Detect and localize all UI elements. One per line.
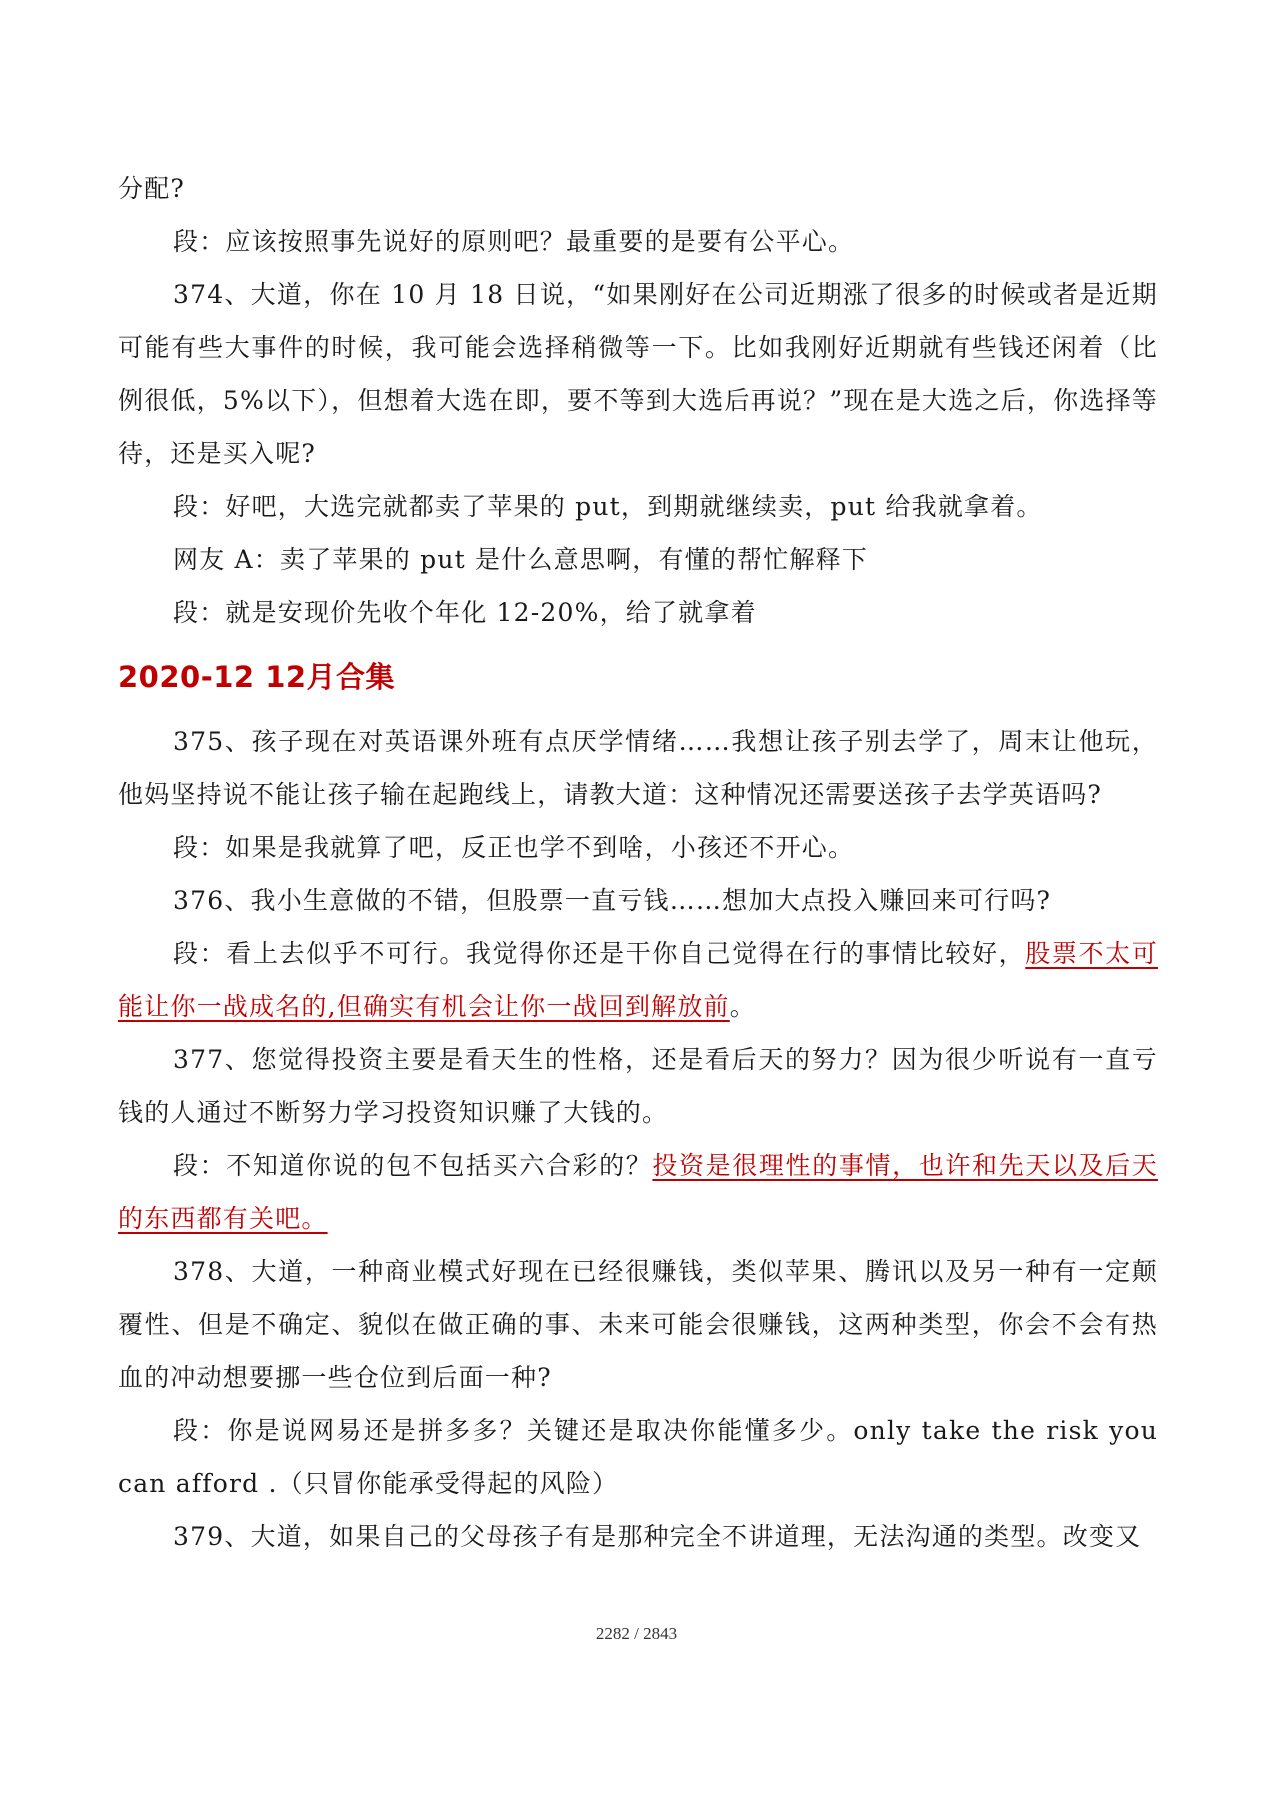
paragraph-continuation: 分配? (118, 174, 186, 203)
section-title: 2020-12 12月合集 (118, 660, 396, 694)
question-paragraph-374: 374、大道，你在 10 月 18 日说，“如果刚好在公司近期涨了很多的时候或者是近期可能有些大事件的时候，我可能会选择稍微等一下。比如我刚好近期就有些钱还闲着（比例很低，5%以下），但想着大选在即，要不等到大选后再说？”现在是大选之后，你选择等待，还是买入呢? (118, 280, 1158, 468)
answer-paragraph-376 (118, 927, 1158, 1033)
page-content (118, 162, 1158, 1563)
answer-end-punct: 。 (729, 992, 756, 1021)
question-paragraph-379: 379、大道，如果自己的父母孩子有是那种完全不讲道理，无法沟通的类型。改变又 (173, 1522, 1142, 1551)
highlighted-text: 投资是很理性的事情，也许和先天以及后天的东西都有关吧。 (118, 1151, 1158, 1233)
answer-paragraph-377 (118, 1139, 1158, 1245)
question-paragraph-376: 376、我小生意做的不错，但股票一直亏钱……想加大点投入赚回来可行吗? (173, 886, 1052, 915)
answer-paragraph-375: 段：如果是我就算了吧，反正也学不到啥，小孩还不开心。 (173, 833, 855, 862)
question-paragraph-375: 375、孩子现在对英语课外班有点厌学情绪……我想让孩子别去学了，周末让他玩，他妈坚持说不能让孩子输在起跑线上，请教大道：这种情况还需要送孩子去学英语吗? (118, 727, 1158, 809)
answer-paragraph-374-b: 段：就是安现价先收个年化 12-20%，给了就拿着 (173, 598, 757, 627)
answer-text: 段：看上去似乎不可行。我觉得你还是干你自己觉得在行的事情比较好， (173, 939, 1026, 968)
answer-paragraph: 段：应该按照事先说好的原则吧？最重要的是要有公平心。 (173, 227, 855, 256)
netizen-comment: 网友 A：卖了苹果的 put 是什么意思啊，有懂的帮忙解释下 (173, 545, 869, 574)
question-paragraph-377: 377、您觉得投资主要是看天生的性格，还是看后天的努力？因为很少听说有一直亏钱的人通过不断努力学习投资知识赚了大钱的。 (118, 1045, 1158, 1127)
answer-paragraph-378: 段：你是说网易还是拼多多？关键还是取决你能懂多少。only take the risk you can afford .（只冒你能承受得起的风险） (118, 1416, 1158, 1498)
question-paragraph-378: 378、大道，一种商业模式好现在已经很赚钱，类似苹果、腾讯以及另一种有一定颠覆性、但是不确定、貌似在做正确的事、未来可能会很赚钱，这两种类型，你会不会有热血的冲动想要挪一些仓位到后面一种? (118, 1257, 1158, 1392)
answer-paragraph-374: 段：好吧，大选完就都卖了苹果的 put，到期就继续卖，put 给我就拿着。 (173, 492, 1043, 521)
page-number: 2282 / 2843 (595, 1624, 678, 1643)
answer-text: 段：不知道你说的包不包括买六合彩的？ (173, 1151, 653, 1180)
highlighted-text: 股票不太可能让你一战成名的,但确实有机会让你一战回到解放前 (118, 939, 1158, 1021)
